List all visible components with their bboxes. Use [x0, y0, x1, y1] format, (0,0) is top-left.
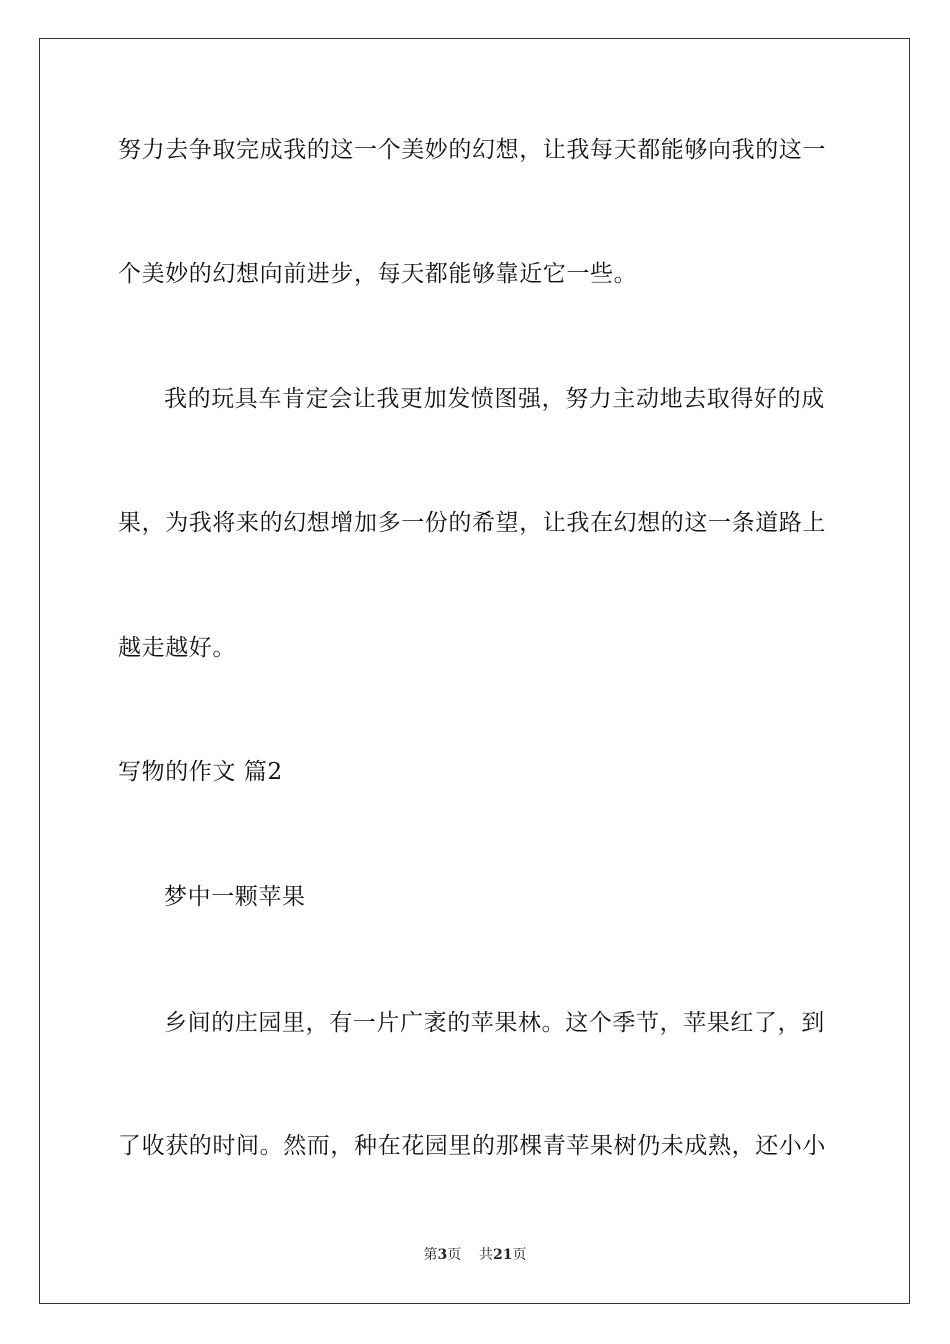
- body-line-1: 努力去争取完成我的这一个美妙的幻想，让我每天都能够向我的这一: [118, 137, 826, 163]
- section-heading: 写物的作文 篇2: [118, 759, 283, 785]
- body-line-2: 个美妙的幻想向前进步，每天都能够靠近它一些。: [118, 261, 638, 287]
- footer-total-suffix: 页: [512, 1247, 527, 1263]
- body-line-3: 我的玩具车肯定会让我更加发愤图强，努力主动地去取得好的成: [164, 386, 825, 412]
- page-footer: [0, 1246, 950, 1264]
- body-line-6: 乡间的庄园里，有一片广袤的苹果林。这个季节，苹果红了，到: [164, 1010, 825, 1036]
- body-line-4: 果，为我将来的幻想增加多一份的希望，让我在幻想的这一条道路上: [118, 510, 826, 536]
- footer-total-pages: 21: [493, 1247, 513, 1263]
- footer-page-suffix: 页: [447, 1247, 462, 1263]
- body-line-7: 了收获的时间。然而，种在花园里的那棵青苹果树仍未成熟，还小小: [118, 1133, 826, 1159]
- page-border: [39, 38, 910, 1304]
- footer-prefix: 第: [423, 1247, 438, 1263]
- body-line-5: 越走越好。: [118, 635, 236, 661]
- essay-title: 梦中一颗苹果: [164, 884, 306, 910]
- footer-page-number: 3: [437, 1247, 448, 1263]
- footer-total-prefix: 共: [479, 1247, 494, 1263]
